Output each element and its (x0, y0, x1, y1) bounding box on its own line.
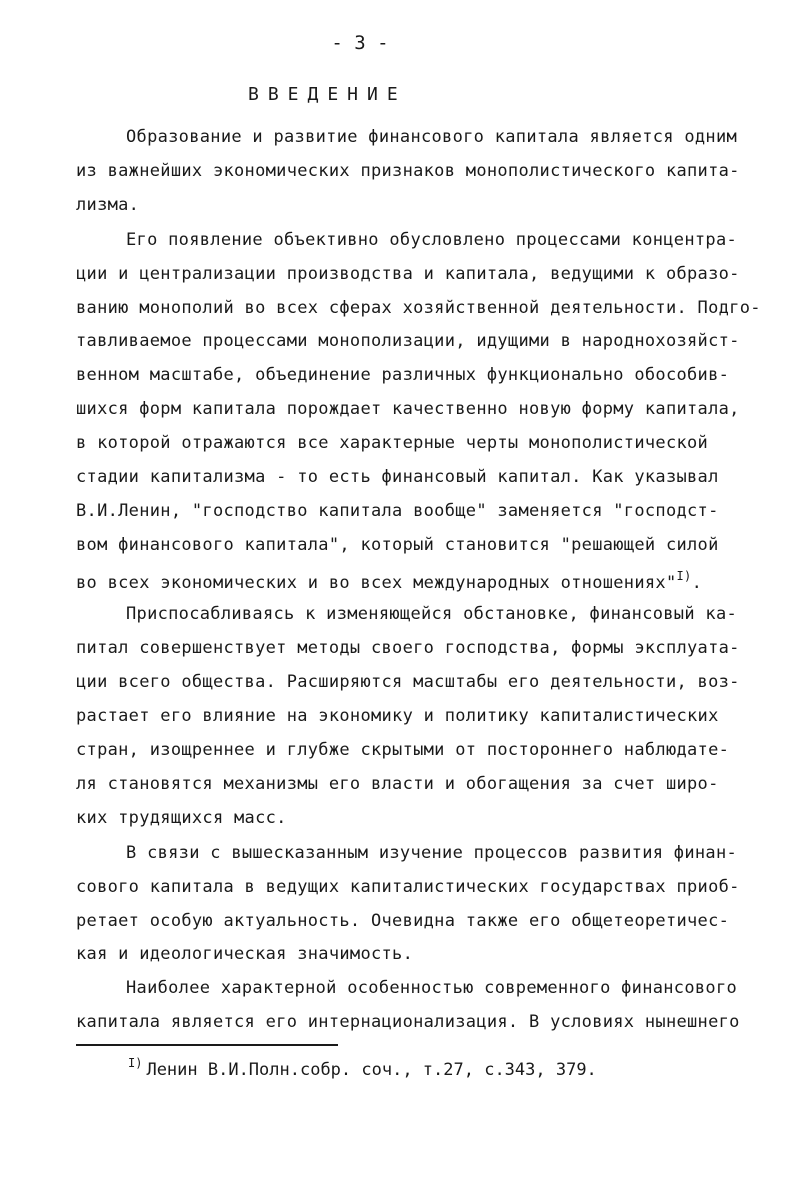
text-line: В связи с вышесказанным изучение процессов развития финан- (126, 843, 738, 863)
text-line: венном масштабе, объединение различных функционально обособив- (76, 365, 730, 385)
text-line: капитала является его интернационализация. В условиях нынешнего (76, 1012, 740, 1032)
text-line: растает его влияние на экономику и политику капиталистических (76, 706, 719, 726)
text-line: Его появление объективно обусловлено процессами концентра- (126, 230, 738, 250)
text-line: ретает особую актуальность. Очевидна также его общетеоретичес- (76, 911, 730, 931)
footnote-marker: I) (128, 1056, 143, 1070)
text-line: ких трудящихся масс. (76, 808, 287, 828)
text-line: тавливаемое процессами монополизации, идущими в народнохозяйст- (76, 331, 740, 351)
footnote-divider (76, 1044, 338, 1046)
text-line: стадии капитализма - то есть финансовый капитал. Как указывал (76, 467, 719, 487)
text-line: шихся форм капитала порождает качественно новую форму капитала, (76, 399, 740, 419)
text-line: ля становятся механизмы его власти и обогащения за счет широ- (76, 774, 719, 794)
text-line-with-footnote (76, 569, 702, 593)
text-line-end: . (691, 573, 703, 593)
text-line: вом финансового капитала", который становится "решающей силой (76, 535, 719, 555)
text-line: из важнейших экономических признаков монополистического капита- (76, 161, 740, 181)
text-line: ции всего общества. Расширяются масштабы его деятельности, воз- (76, 672, 740, 692)
text-line: В.И.Ленин, "господство капитала вообще" заменяется "господст- (76, 501, 719, 521)
text-line: ции и централизации производства и капитала, ведущими к образо- (76, 264, 740, 284)
footnote-text: Ленин В.И.Полн.собр. соч., т.27, с.343, 379. (146, 1060, 597, 1080)
page-number: - 3 - (331, 32, 389, 54)
section-heading: ВВЕДЕНИЕ (248, 84, 407, 105)
text-line: кая и идеологическая значимость. (76, 944, 414, 964)
text-line: питал совершенствует методы своего господства, формы эксплуата- (76, 638, 740, 658)
text-line: лизма. (76, 195, 140, 215)
text-line: сового капитала в ведущих капиталистических государствах приоб- (76, 877, 740, 897)
text-line-body: во всех экономических и во всех международных отношениях" (76, 573, 677, 593)
footnote (128, 1056, 597, 1080)
text-line: Образование и развитие финансового капитала является одним (126, 127, 738, 147)
text-line: Приспосабливаясь к изменяющейся обстановке, финансовый ка- (126, 604, 738, 624)
text-line: в которой отражаются все характерные черты монополистической (76, 433, 709, 453)
text-line: ванию монополий во всех сферах хозяйственной деятельности. Подго- (76, 298, 761, 318)
text-line: стран, изощреннее и глубже скрытыми от постороннего наблюдате- (76, 740, 730, 760)
text-line: Наиболее характерной особенностью современного финансового (126, 978, 738, 998)
footnote-reference: I) (676, 569, 692, 583)
